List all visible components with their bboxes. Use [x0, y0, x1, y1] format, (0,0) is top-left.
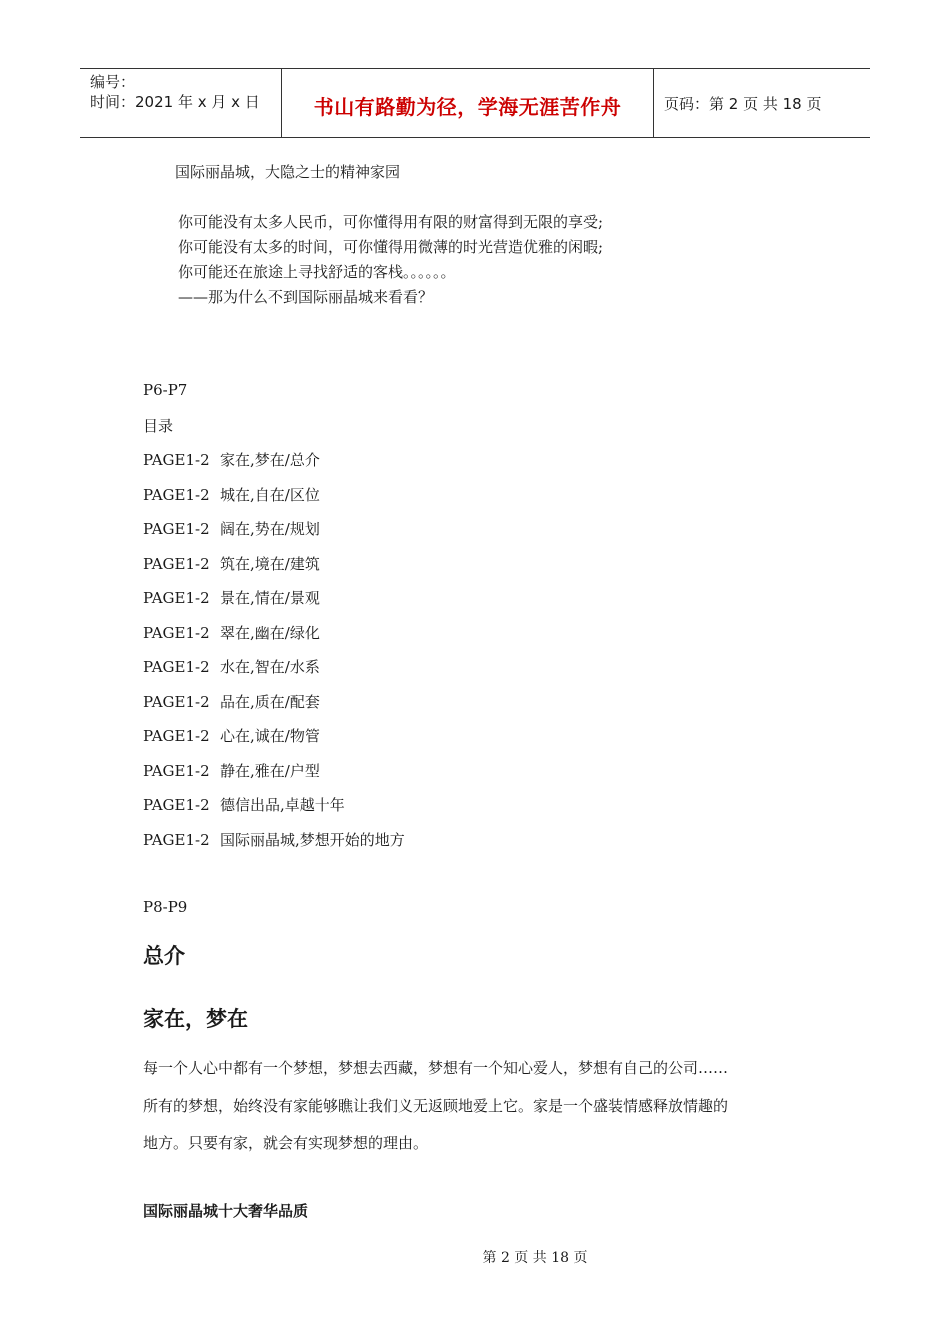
page-header — [80, 68, 870, 138]
paragraph-line: 所有的梦想，始终没有家能够瞧让我们义无返顾地爱上它。家是一个盛装情感释放情趣的 — [143, 1097, 729, 1115]
section-subheading: 国际丽晶城十大奢华品质 — [143, 1202, 309, 1220]
toc-title: 目录 — [143, 417, 174, 435]
toc-item-code: PAGE1-2 — [143, 555, 210, 573]
toc-item — [143, 691, 320, 712]
intro-line: 你可能没有太多的时间，可你懂得用微薄的时光营造优雅的闲暇; — [178, 238, 604, 256]
toc-item-code: PAGE1-2 — [143, 624, 210, 642]
toc-item-text: 静在,雅在/户型 — [220, 762, 320, 780]
paragraph-line: 每一个人心中都有一个梦想，梦想去西藏，梦想有一个知心爱人，梦想有自己的公司…… — [143, 1059, 729, 1077]
header-motto: 书山有路勤为径，学海无涯苦作舟 — [313, 95, 622, 119]
section-pages-label: P8-P9 — [143, 898, 188, 916]
toc-item-code: PAGE1-2 — [143, 589, 210, 607]
toc-item-text: 家在,梦在/总介 — [220, 451, 320, 469]
toc-item-text: 心在,诚在/物管 — [220, 727, 320, 745]
toc-item — [143, 760, 320, 781]
footer-page-number: 第 2 页 共 18 页 — [482, 1250, 588, 1266]
toc-item-code: PAGE1-2 — [143, 658, 210, 676]
intro-line: 你可能没有太多人民币，可你懂得用有限的财富得到无限的享受; — [178, 213, 604, 231]
toc-item — [143, 725, 320, 746]
toc-item-text: 品在,质在/配套 — [220, 693, 320, 711]
toc-item-text: 国际丽晶城,梦想开始的地方 — [220, 831, 405, 849]
toc-item — [143, 794, 345, 815]
header-motto-cell — [282, 69, 654, 137]
toc-item-code: PAGE1-2 — [143, 520, 210, 538]
toc-item — [143, 622, 320, 643]
toc-item-text: 筑在,境在/建筑 — [220, 555, 320, 573]
toc-item-code: PAGE1-2 — [143, 831, 210, 849]
toc-item — [143, 518, 320, 539]
toc-pages-label: P6-P7 — [143, 381, 188, 399]
toc-item-code: PAGE1-2 — [143, 451, 210, 469]
toc-item-code: PAGE1-2 — [143, 796, 210, 814]
page-footer — [0, 1247, 950, 1267]
toc-item-text: 翠在,幽在/绿化 — [220, 624, 320, 642]
toc-item-code: PAGE1-2 — [143, 727, 210, 745]
header-info-cell — [80, 69, 282, 137]
header-page-cell — [654, 69, 870, 137]
toc-item — [143, 484, 320, 505]
toc-item — [143, 656, 320, 677]
section-heading-overview: 总介 — [143, 944, 185, 968]
toc-item-code: PAGE1-2 — [143, 486, 210, 504]
intro-line: ——那为什么不到国际丽晶城来看看？ — [178, 288, 434, 306]
toc-item-text: 城在,自在/区位 — [220, 486, 320, 504]
toc-item-code: PAGE1-2 — [143, 693, 210, 711]
toc-item — [143, 449, 320, 470]
toc-item-text: 德信出品,卓越十年 — [220, 796, 345, 814]
toc-item-text: 水在,智在/水系 — [220, 658, 320, 676]
toc-item-text: 景在,情在/景观 — [220, 589, 320, 607]
intro-slogan: 国际丽晶城，大隐之士的精神家园 — [175, 163, 401, 181]
toc-item-code: PAGE1-2 — [143, 762, 210, 780]
section-heading-home-dream: 家在，梦在 — [143, 1007, 248, 1031]
paragraph-line: 地方。只要有家，就会有实现梦想的理由。 — [143, 1134, 429, 1152]
toc-item — [143, 587, 320, 608]
serial-label: 编号： — [90, 73, 136, 91]
toc-item — [143, 829, 405, 850]
intro-line: 你可能还在旅途上寻找舒适的客栈。。。。。。 — [178, 263, 456, 281]
toc-item-text: 阔在,势在/规划 — [220, 520, 320, 538]
header-page-label: 页码：第 2 页 共 18 页 — [664, 95, 822, 113]
toc-item — [143, 553, 320, 574]
time-label: 时间：2021 年 x 月 x 日 — [90, 93, 260, 111]
